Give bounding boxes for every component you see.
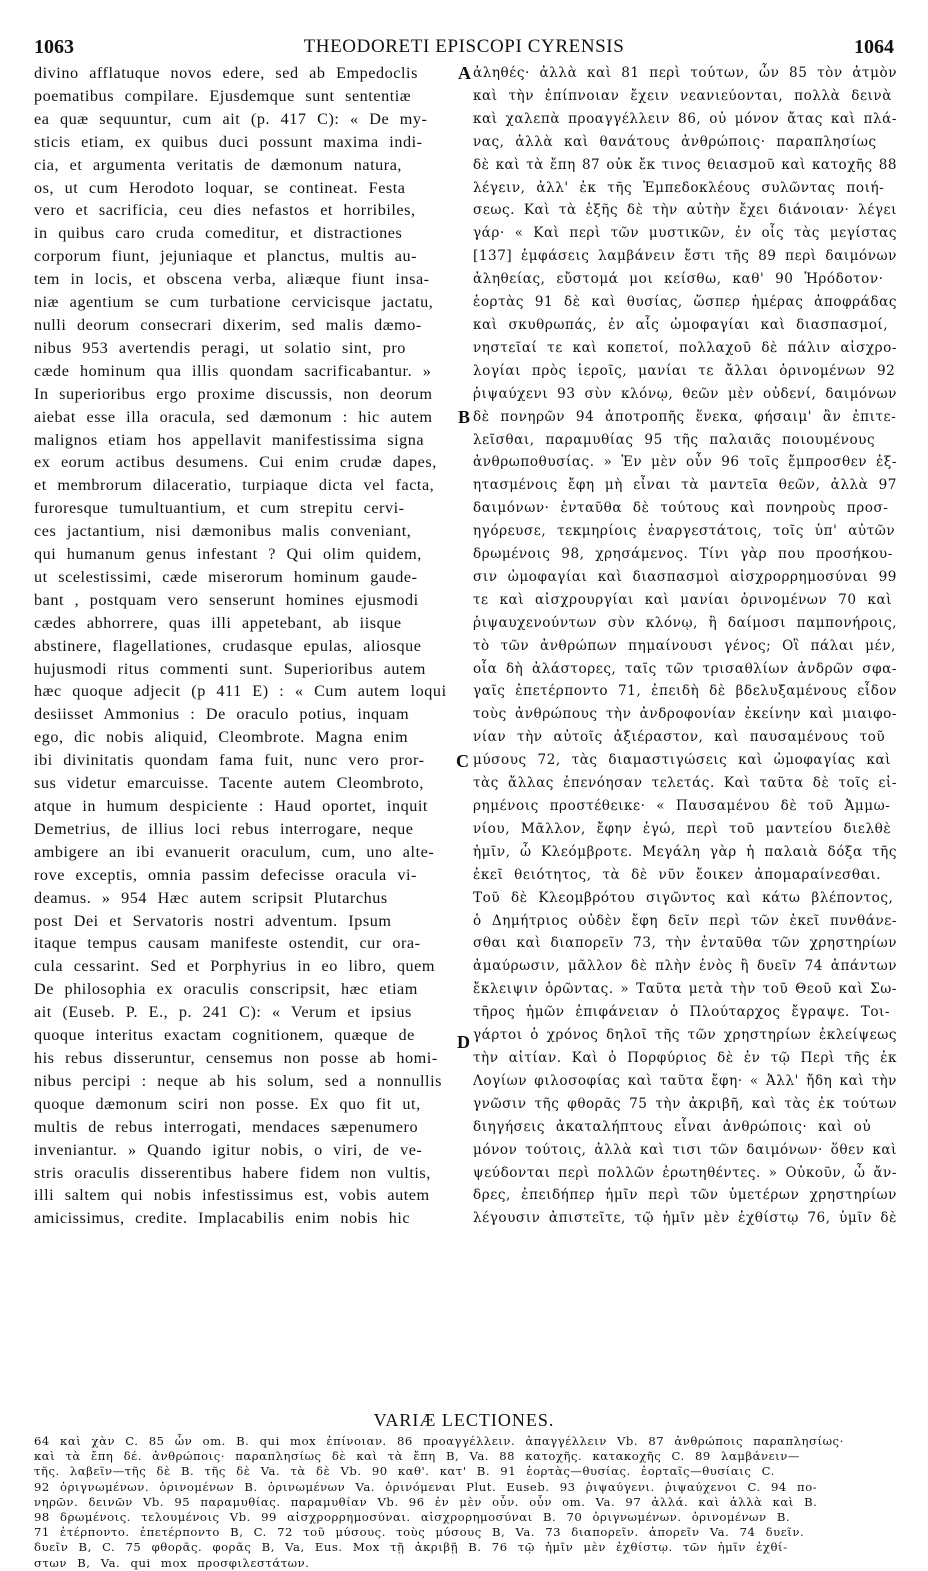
greek-text-line: τῆρος ἡμῶν ἐπιφάνειαν ὁ Πλούταρχος ἔγραψε. Τοι- — [473, 1004, 891, 1021]
variant-reading-line: δυεῖν B, C. 75 φθορᾶς. φορᾶς B, Va, Eus. Mox τῇ ἀκριβῇ B. 76 τῷ ἡμῖν μὲν ἐχθίστῳ. τῶν ἡμῖν ἐχθί- — [34, 1540, 788, 1555]
greek-text-line: ρημένοις προστέθεικε· « Παυσαμένου δὲ τοῦ Ἀμμω- — [473, 798, 891, 814]
page-number-left: 1063 — [34, 36, 74, 58]
latin-text-line: hæc quoque adjecit (p 411 E) : « Cum autem loqui — [34, 682, 447, 701]
latin-text-line: ea quæ sequuntur, cum ait (p. 417 C): « De my- — [34, 109, 428, 128]
latin-text-line: malignos etiam hos appellavit manifestissima signa — [34, 430, 425, 449]
variant-reading-line: 71 ἐτέρποντο. ἐπετέρποντο B, C. 72 τοῦ μύσους. τοὺς μύσους B, Va. 73 διαπορεῖν. ἀπορεῖν Va. 74 δυεῖν. — [34, 1525, 805, 1540]
variant-reading-line: τῆς. λαβεῖν—τῆς δὲ B. τῆς δὲ Va. τὰ δὲ Vb. 90 καθ'. κατ' B. 91 ἑορτὰς—θυσίας. ἑορταῖς—θυσίαις C. — [34, 1464, 775, 1479]
latin-text-line: nibus percipi : neque ab his solum, sed a nonnullis — [34, 1071, 442, 1090]
latin-text-line: desiisset Ammonius : De oraculo potius, inquam — [34, 705, 410, 724]
latin-text-line: rove exceptis, omnia passim defecisse oracula vi- — [34, 865, 417, 884]
greek-text-line: καὶ σκυθρωπάς, ἐν αἷς ὠμοφαγίαι καὶ διασπασμοί, — [473, 316, 889, 333]
greek-text-line: δαιμόνων· ἐνταῦθα δὲ τούτους καὶ πονηροὺς προσ- — [473, 500, 889, 517]
variae-lectiones-notes — [34, 1434, 896, 1571]
latin-text-line: In superioribus ergo proxime discussis, non deorum — [34, 384, 433, 403]
greek-text-line: ψεύδονται περὶ πολλῶν ἐρωτηθέντες. » Οὐκοῦν, ὦ ἄν- — [473, 1164, 897, 1181]
greek-text-line: τὸ τῶν ἀνθρώπων πημαίνουσι γένος; Οἳ πάλαι μέν, — [473, 637, 896, 654]
section-marker-d: D — [457, 1032, 470, 1052]
latin-text-line: illi saltem qui nobis infestissimus est, vobis autem — [34, 1186, 430, 1205]
greek-text-line: ητασμένοις ἔφη μὴ εἶναι τὰ μαντεῖα θεῶν, ἀλλὰ 97 — [473, 477, 897, 494]
greek-text-line: ῥιψαύχενι 93 σὺν κλόνῳ, θεῶν μὲν οὐδενί, δαιμόνων — [473, 385, 897, 402]
greek-text-line: ἡμῖν, ὦ Κλεόμβροτε. Μεγάλη γὰρ ἡ παλαιὰ δόξα τῆς — [473, 843, 897, 860]
greek-text-line: γαῖς ἐπετέρποντο 71, ἐπειδὴ δὲ βδελυξαμένους εἶδον — [473, 683, 897, 700]
variant-reading-line: νηρῶν. δεινῶν Vb. 95 παραμυθίας. παραμυθίαν Vb. 96 ἐν μὲν οὖν. οὖν om. Va. 97 ἀλλά. καὶ ἀλλὰ καὶ B. — [34, 1494, 818, 1509]
latin-text-line: qui humanum genus infestant ? Qui olim quidem, — [34, 545, 422, 564]
variant-reading-line: στων B, Va. qui mox προσφιλεστάτων. — [34, 1555, 310, 1570]
greek-text-line: Λογίων φιλοσοφίας καὶ ταῦτα ἔφη· « Ἀλλ' ἤδη καὶ τὴν — [473, 1072, 897, 1089]
variae-lectiones-title: VARIÆ LECTIONES. — [373, 1410, 555, 1430]
variant-reading-line: 98 δρωμένοις. τελουμένοις Vb. 99 αἰσχρορρημοσύναι. αἰσχρορημοσύναι B. 70 ὀριγνωμένων. ὀρινομένων B. — [34, 1510, 791, 1525]
greek-text-line: [137] ἐμφάσεις λαμβάνειν ἔστι τῆς 89 περὶ δαιμόνων — [473, 248, 897, 265]
latin-text-line: poematibus compilare. Ejusdemque sunt sententiæ — [34, 86, 412, 105]
latin-text-line: quoque interitus exactam cognitionem, quæque de — [34, 1026, 415, 1045]
latin-text-line: ut scelestissimi, cæde miserorum hominum gaude- — [34, 567, 418, 586]
greek-text-line: νας, ἀλλὰ καὶ θανάτους ἀνθρώποις· παραπλησίως — [473, 133, 877, 150]
latin-text-line: inveniantur. » Quando igitur nobis, o viri, de ve- — [34, 1140, 423, 1159]
latin-text-line: Demetrius, de illius loci rebus interrogare, neque — [34, 819, 414, 838]
latin-text-line: nibus 953 avertendis peragi, ut solatio sint, pro — [34, 338, 406, 357]
greek-text-line: ἀνθρωποθυσίας. » Ἐν μὲν οὖν 96 τοῖς ἔμπροσθεν ἐξ- — [473, 454, 897, 471]
latin-text-line: os, ut cum Herodoto loquar, se contineat. Festa — [34, 178, 406, 197]
latin-text-line: in quibus caro cruda comeditur, et distractiones — [34, 224, 403, 243]
greek-text-line: λογίαι πρὸς ἱεροῖς, μανίαι τε ἄλλαι ὀρινομένων 92 — [473, 362, 896, 379]
latin-text-line: quoque dæmonum sciri non posse. Ex quo fit ut, — [34, 1094, 421, 1113]
running-title: THEODORETI EPISCOPI CYRENSIS — [303, 36, 625, 57]
greek-text-line: οἷα δὴ ἀλάστορες, ταῖς τῶν τρισαθλίων ἀνδρῶν σφα- — [473, 660, 897, 677]
latin-text-line: ambigere an ibi evanuerit oraculum, cum, uno alte- — [34, 842, 435, 861]
greek-text-line: ἐκεῖ θειότητος, τὰ δὲ νῦν ἔοικεν ἀπομαραίνεσθαι. — [473, 866, 882, 883]
greek-text-line: δὲ καὶ τὰ ἔπη 87 οὐκ ἔκ τινος θειασμοῦ καὶ κατοχῆς 88 — [473, 156, 897, 173]
latin-text-line: sus videtur emarcuisse. Tacente autem Cleombroto, — [34, 774, 424, 793]
latin-text-line: divino afflatuque novos edere, sed ab Empedoclis — [34, 64, 418, 82]
greek-text-line: ἀληθείας, εὔστομά μοι κείσθω, καθ' 90 Ἡρόδοτον· — [473, 271, 884, 288]
greek-text-line: ὁ Δημήτριος οὐδὲν ἔφη δεῖν περὶ τῶν ἐκεῖ πυνθάνε- — [473, 912, 897, 929]
latin-text-line: cæde hominum qua illis quondam sacrificabantur. » — [34, 361, 432, 380]
latin-text-line: deamus. » 954 Hæc autem scripsit Plutarchus — [34, 888, 388, 907]
latin-text-line: multis de rebus interrogati, mendaces sæpenumero — [34, 1117, 419, 1136]
latin-column — [34, 62, 457, 1230]
latin-text-line: ibi divinitatis quondam fama fuit, nunc vero pror- — [34, 751, 425, 770]
greek-text-line: σιν ὠμοφαγίαι καὶ διασπασμοὶ αἰσχρορρημοσύναι 99 — [473, 568, 897, 585]
greek-text-line: καὶ τὴν ἐπίπνοιαν ἔχειν νεανιεύονται, πολλὰ δεινὰ — [473, 87, 892, 104]
greek-text-line: γνῶσιν τῆς φθορᾶς 75 τὴν ἀκριβῆ, καὶ τὰς ἐκ τούτων — [473, 1095, 897, 1112]
latin-text-line: cula cessarint. Sed et Porphyrius in eo libro, quem — [34, 957, 436, 976]
latin-text-line: ces jactantium, nisi dæmonibus malis conveniant, — [34, 522, 412, 541]
greek-text-line: νίου, Μᾶλλον, ἔφην ἐγώ, περὶ τοῦ μαντείου διελθὲ — [473, 820, 892, 837]
latin-text-line: vero et sacrificia, ceu dies nefastos et horribiles, — [34, 201, 416, 220]
latin-text-line: corporum fiunt, jejuniaque et planctus, multis au- — [34, 247, 418, 266]
latin-text-line: et membrorum dilaceratio, turpiaque dicta vel facta, — [34, 476, 435, 495]
greek-text-line: μύσους 72, τὰς διαμαστιγώσεις καὶ ὠμοφαγίας καὶ — [473, 752, 892, 769]
greek-text-line: διηγήσεις ἀκαταλήπτους εἶναι ἀνθρώποις· καὶ οὐ — [473, 1118, 872, 1135]
latin-text-line: itaque tempus causam manifeste ostendit, cur ora- — [34, 934, 421, 953]
latin-text-line: cia, et argumenta veritatis de dæmonum natura, — [34, 155, 403, 174]
latin-text-line: atque in humum despiciente : Haud oportet, inquit — [34, 797, 428, 815]
greek-text-line: ἑορτὰς 91 δὲ καὶ θυσίας, ὥσπερ ἡμέρας ἀποφράδας — [473, 294, 897, 311]
greek-text-line: δρες, ἐπειδήπερ ἡμῖν περὶ τῶν ὑμετέρων χρηστηρίων — [473, 1187, 897, 1204]
latin-text-line: ait (Euseb. P. E., p. 241 C): « Verum et ipsius — [34, 1003, 412, 1022]
greek-text-line: τὰς ἄλλας ἐπενόησαν τελετάς. Καὶ ταῦτα δὲ τοῖς εἰ- — [473, 775, 897, 792]
greek-text-line: τὴν αἰτίαν. Καὶ ὁ Πορφύριος δὲ ἐν τῷ Περὶ τῆς ἐκ — [473, 1049, 897, 1066]
greek-text-line: λεῖσθαι, παραμυθίας 95 τῆς παλαιᾶς ποιουμένους — [473, 431, 876, 448]
latin-text-line: hujusmodi ritus commenti sunt. Superioribus autem — [34, 659, 426, 678]
greek-text-line: λέγειν, ἀλλ' ἐκ τῆς Ἐμπεδοκλέους συλῶντας ποιή- — [473, 179, 885, 196]
greek-text-line: γάρτοι ὁ χρόνος δηλοῖ τῆς τῶν χρηστηρίων ἐκλείψεως — [473, 1027, 897, 1044]
latin-text-line: aiebat esse illa oracula, sed dæmonum : hic autem — [34, 407, 433, 426]
section-marker-a: A — [458, 63, 471, 83]
latin-text-line: niæ agentium se cum turbatione cervicisque jactatu, — [34, 293, 434, 312]
latin-text-line: tem in locis, et obscena verba, aliæque fiunt insa- — [34, 270, 430, 289]
latin-text-line: ego, dic nobis aliquid, Cleombrote. Magna enim — [34, 728, 409, 747]
greek-text-line: ἔκλειψιν ὁρῶντας. » Ταῦτα μετὰ τὴν τοῦ Θεοῦ καὶ Σω- — [473, 981, 897, 998]
greek-text-line: τοὺς ἀνθρώπους τὴν ἀνδροφονίαν ἐκείνην καὶ μιαιφο- — [473, 706, 897, 723]
greek-text-line: ἀμαύρωσιν, μᾶλλον δὲ πλὴν ἑνὸς ἢ δυεῖν 74 ἁπάντων — [473, 958, 897, 975]
greek-text-line: ηγόρευσε, τεκμηρίοις ἐναργεστάτοις, τοῖς ὑπ' αὐτῶν — [473, 523, 896, 540]
latin-text-line: abstinere, flagellationes, crudasque epulas, aliosque — [34, 636, 422, 655]
page-number-right: 1064 — [854, 36, 894, 58]
greek-text-line: καὶ χαλεπὰ προαγγέλλειν 86, οὐ μόνον ἄτας καὶ πλά- — [473, 110, 897, 127]
latin-text-line: stris oraculis disserentibus habere fidem non vultis, — [34, 1163, 431, 1182]
greek-text-line: δὲ πονηρῶν 94 ἀποτροπῆς ἕνεκα, φήσαιμ' ἂν ἐπιτε- — [473, 408, 897, 425]
latin-text-line: amicissimus, credite. Implacabilis enim nobis hic — [34, 1209, 411, 1228]
latin-text-line: his rebus disseruntur, censemus non posse ab homi- — [34, 1048, 438, 1067]
greek-text-line: μόνον τούτοις, ἀλλὰ καὶ τισι τῶν δαιμόνων· ὅθεν καὶ — [473, 1141, 897, 1158]
greek-text-line: σθαι καὶ διαπορεῖν 73, τὴν ἐνταῦθα τῶν χρηστηρίων — [473, 935, 897, 952]
greek-text-line: ἀληθές· ἀλλὰ καὶ 81 περὶ τούτων, ὧν 85 τὸν ἀτμὸν — [473, 65, 897, 81]
latin-text-line: nulli deorum consecrari dixerim, sed malis dæmo- — [34, 315, 422, 334]
section-marker-b: B — [458, 407, 471, 427]
greek-text-line: λέγουσιν ἀπιστεῖτε, τῷ ἡμῖν μὲν ἐχθίστῳ 76, ὑμῖν δὲ — [473, 1210, 897, 1227]
greek-text-line: δρωμένοις 98, χρησάμενος. Τίνι γὰρ που προσήκου- — [473, 546, 893, 563]
latin-text-line: De philosophia ex oraculis conscripsit, hæc etiam — [34, 980, 418, 999]
greek-text-line: Τοῦ δὲ Κλεομβρότου σιγῶντος καὶ κάτω βλέποντος, — [473, 889, 894, 906]
greek-text-line: νίαν τὴν αὐτοῖς ἀξιέραστον, καὶ παυσαμένους τοῦ — [473, 729, 886, 746]
variant-reading-line: 64 καὶ χὰν C. 85 ὧν om. B. qui mox ἐπίνοιαν. 86 προαγγέλλειν. ἀπαγγέλλειν Vb. 87 ἀνθρώποις παραπλησίως· — [34, 1434, 844, 1448]
latin-text-line: ex eorum actibus desumens. Cui enim crudæ dapes, — [34, 453, 437, 472]
greek-text-line: σεως. Καὶ τὰ ἑξῆς δὲ τὴν αὐτὴν ἔχει διάνοιαν· λέγει — [473, 202, 897, 219]
variant-reading-line: 92 ὀριγνωμένων. ὀρινομένων B. ὀρινωμένων Va. ὀρινόμεναι Plut. Euseb. 93 ῥιψαύγενι. ῥιψαύχενοι C. 94 πο- — [34, 1479, 818, 1494]
latin-text-line: post Dei et Servatoris nostri adventum. Ipsum — [34, 911, 392, 930]
greek-text-line: ῥιψαυχενούντων σὺν κλόνῳ, ἢ δαίμοσι παμπονήροις, — [473, 614, 897, 631]
latin-text-line: furoresque tumultuantium, et cum strepitu cervi- — [34, 499, 405, 518]
latin-text-line: bant , postquam vero senserunt homines ejusmodi — [34, 590, 419, 609]
latin-text-line: cædes abhorrere, quas illi appetebant, ab iisque — [34, 613, 402, 632]
section-marker-c: C — [456, 751, 469, 771]
greek-text-line: γάρ· « Καὶ περὶ τῶν μυστικῶν, ἐν οἷς τὰς μεγίστας — [473, 225, 897, 242]
variant-reading-line: καὶ τὰ ἔπη δέ. ἀνθρώποις· παραπλησίως δὲ καὶ τὰ ἔπη B, Va. 88 κατοχῆς. κατακοχῆς C. 89 λαμβάνειν— — [34, 1449, 800, 1464]
greek-text-line: τε καὶ αἰσχρουργίαι καὶ μανίαι ὀρινομένων 70 καὶ — [473, 591, 893, 608]
greek-text-line: νηστεῖαί τε καὶ κοπετοί, πολλαχοῦ δὲ πάλιν αἰσχρο- — [473, 339, 897, 356]
latin-text-line: sticis etiam, ex quibus duci possunt maxima indi- — [34, 132, 423, 151]
greek-column — [473, 62, 897, 1230]
